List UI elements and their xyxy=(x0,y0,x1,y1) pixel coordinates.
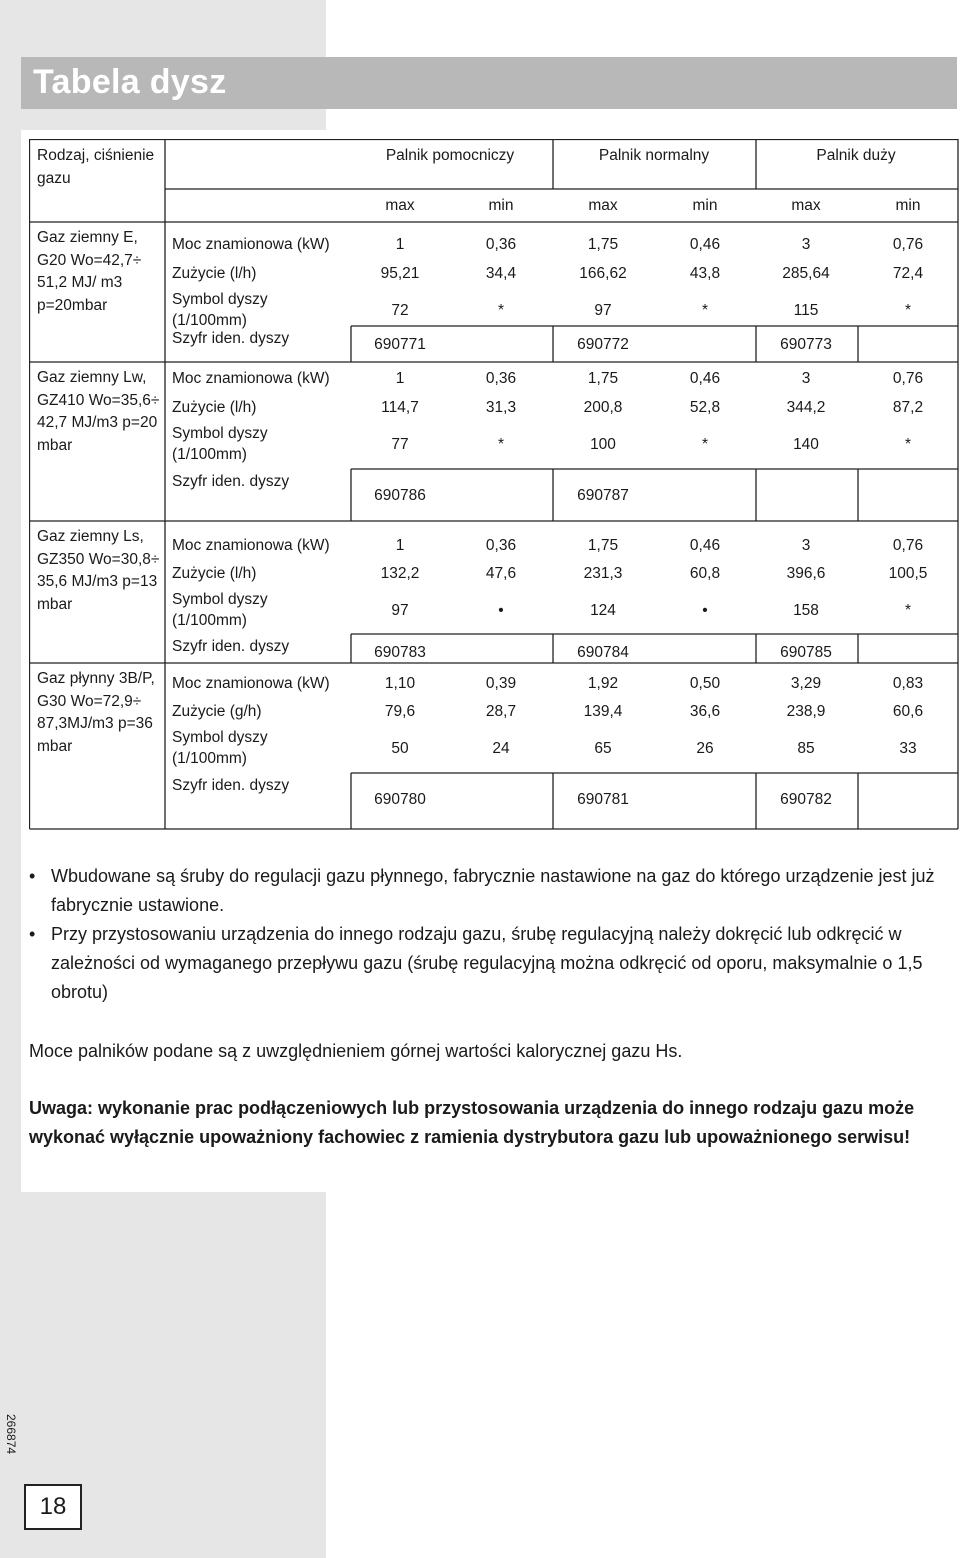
value-usage: 34,4 xyxy=(485,265,517,282)
row-label-usage: Zużycie (l/h) xyxy=(172,565,257,582)
value-code: 690781 xyxy=(577,791,629,808)
value-power: 1 xyxy=(395,236,405,253)
value-symbol: 50 xyxy=(391,740,409,757)
value-usage: 87,2 xyxy=(892,399,924,416)
page-number-box xyxy=(24,1484,82,1530)
value-symbol: 158 xyxy=(793,602,819,619)
row-label-power: Moc znamionowa (kW) xyxy=(172,675,330,692)
value-usage: 31,3 xyxy=(485,399,517,416)
value-code: 690787 xyxy=(577,487,629,504)
value-power: 0,46 xyxy=(689,236,721,253)
row-label-symbol: Symbol dyszy (1/100mm) xyxy=(172,729,268,767)
value-symbol: 124 xyxy=(590,602,616,619)
value-usage: 79,6 xyxy=(384,703,416,720)
value-power: 0,83 xyxy=(892,675,924,692)
value-code: 690773 xyxy=(780,336,832,353)
bullet-text: Wbudowane są śruby do regulacji gazu płynnego, fabrycznie nastawione na gaz do którego urządzenie jest już fabrycznie ustawione. xyxy=(51,866,935,915)
burner-header: Palnik duży xyxy=(816,147,896,164)
value-power: 0,36 xyxy=(485,370,517,387)
value-code: 690772 xyxy=(577,336,629,353)
row-label-usage: Zużycie (g/h) xyxy=(172,703,262,720)
value-usage: 200,8 xyxy=(583,399,623,416)
value-symbol: * xyxy=(701,436,709,453)
value-power: 0,46 xyxy=(689,537,721,554)
row-label-symbol: Symbol dyszy (1/100mm) xyxy=(172,591,268,629)
value-usage: 52,8 xyxy=(689,399,721,416)
row-label-code: Szyfr iden. dyszy xyxy=(172,638,290,655)
value-usage: 285,64 xyxy=(782,265,830,282)
corner-header: Rodzaj, ciśnienie gazu xyxy=(37,147,155,187)
value-power: 0,39 xyxy=(485,675,517,692)
value-usage: 72,4 xyxy=(892,265,924,282)
value-code: 690784 xyxy=(577,644,629,661)
value-symbol: 100 xyxy=(590,436,616,453)
value-usage: 344,2 xyxy=(786,399,826,416)
gas-type-label: Gaz ziemny Ls, GZ350 Wo=30,8÷ 35,6 MJ/m3 p=13 mbar xyxy=(37,528,160,613)
value-power: 1,75 xyxy=(587,370,619,387)
value-usage: 36,6 xyxy=(689,703,721,720)
value-symbol: 97 xyxy=(391,602,409,619)
value-code: 690785 xyxy=(780,644,832,661)
value-usage: 28,7 xyxy=(485,703,517,720)
row-label-usage: Zużycie (l/h) xyxy=(172,265,257,282)
sub-header: max xyxy=(385,197,415,214)
value-symbol: 140 xyxy=(793,436,819,453)
value-power: 3 xyxy=(801,370,811,387)
value-symbol: 97 xyxy=(594,302,612,319)
value-symbol: 77 xyxy=(391,436,409,453)
row-label-symbol: Symbol dyszy (1/100mm) xyxy=(172,291,268,329)
value-usage: 47,6 xyxy=(485,565,517,582)
row-label-usage: Zużycie (l/h) xyxy=(172,399,257,416)
value-code: 690783 xyxy=(374,644,426,661)
value-symbol: 24 xyxy=(492,740,510,757)
value-usage: 95,21 xyxy=(380,265,420,282)
value-usage: 231,3 xyxy=(583,565,623,582)
value-power: 0,36 xyxy=(485,236,517,253)
value-power: 0,46 xyxy=(689,370,721,387)
row-label-symbol: Symbol dyszy (1/100mm) xyxy=(172,425,268,463)
value-symbol: * xyxy=(701,302,709,319)
gas-type-label: Gaz ziemny Lw, GZ410 Wo=35,6÷ 42,7 MJ/m3 p=20 mbar xyxy=(37,369,160,454)
row-label-code: Szyfr iden. dyszy xyxy=(172,777,290,794)
list-item xyxy=(29,920,939,1007)
notes-list xyxy=(29,862,939,1007)
row-label-power: Moc znamionowa (kW) xyxy=(172,537,330,554)
value-usage: 166,62 xyxy=(579,265,627,282)
burner-header: Palnik pomocniczy xyxy=(385,147,515,164)
list-item xyxy=(29,862,939,920)
value-power: 0,76 xyxy=(892,370,924,387)
value-code: 690786 xyxy=(374,487,426,504)
burner-header: Palnik normalny xyxy=(598,147,710,164)
value-power: 1,10 xyxy=(384,675,416,692)
value-power: 0,50 xyxy=(689,675,721,692)
warning-text: Uwaga: wykonanie prac podłączeniowych lub przystosowania urządzenia do innego rodzaju gazu może wykonać wyłącznie upoważniony fachowiec z ramienia dystrybutora gazu lub upoważnionego serwisu! xyxy=(29,1098,915,1147)
value-usage: 100,5 xyxy=(888,565,928,582)
value-usage: 60,6 xyxy=(892,703,924,720)
nozzle-table xyxy=(29,139,959,829)
page-title: Tabela dysz xyxy=(33,63,227,101)
value-code: 690782 xyxy=(780,791,832,808)
sub-header: min xyxy=(488,197,514,214)
value-symbol: 72 xyxy=(391,302,409,319)
value-symbol: 65 xyxy=(594,740,612,757)
section-title-bar xyxy=(21,57,957,109)
value-code: 690771 xyxy=(374,336,426,353)
value-power: 3 xyxy=(801,537,811,554)
value-symbol: * xyxy=(904,602,912,619)
value-symbol: 85 xyxy=(797,740,815,757)
sub-header: max xyxy=(791,197,821,214)
sub-header: max xyxy=(588,197,618,214)
value-symbol: 26 xyxy=(696,740,714,757)
value-power: 1 xyxy=(395,537,405,554)
value-power: 0,76 xyxy=(892,236,924,253)
value-symbol: * xyxy=(904,436,912,453)
value-symbol: 33 xyxy=(899,740,917,757)
value-usage: 114,7 xyxy=(381,399,419,416)
row-label-code: Szyfr iden. dyszy xyxy=(172,473,290,490)
bullet-icon: • xyxy=(29,866,36,886)
value-usage: 396,6 xyxy=(786,565,826,582)
value-symbol: * xyxy=(497,302,505,319)
gas-type-label: Gaz ziemny E, G20 Wo=42,7÷ 51,2 MJ/ m3 p=20mbar xyxy=(37,229,142,314)
value-usage: 43,8 xyxy=(689,265,721,282)
value-power: 1,92 xyxy=(587,675,619,692)
value-symbol: * xyxy=(904,302,912,319)
value-usage: 238,9 xyxy=(786,703,826,720)
document-code: 266874 xyxy=(4,1414,18,1455)
value-usage: 132,2 xyxy=(380,565,420,582)
value-power: 1,75 xyxy=(587,236,619,253)
value-symbol: • xyxy=(702,602,708,619)
row-label-power: Moc znamionowa (kW) xyxy=(172,236,330,253)
sub-header: min xyxy=(692,197,718,214)
value-power: 0,76 xyxy=(892,537,924,554)
value-power: 1 xyxy=(395,370,405,387)
gas-type-label: Gaz płynny 3B/P, G30 Wo=72,9÷ 87,3MJ/m3 p=36 mbar xyxy=(37,670,155,755)
value-symbol: • xyxy=(498,602,504,619)
value-power: 3 xyxy=(801,236,811,253)
sub-header: min xyxy=(895,197,921,214)
value-power: 0,36 xyxy=(485,537,517,554)
value-usage: 60,8 xyxy=(689,565,721,582)
row-label-power: Moc znamionowa (kW) xyxy=(172,370,330,387)
value-symbol: 115 xyxy=(793,302,819,319)
value-code: 690780 xyxy=(374,791,426,808)
page-number: 18 xyxy=(39,1493,67,1520)
row-label-code: Szyfr iden. dyszy xyxy=(172,330,290,347)
calorific-note: Moce palników podane są z uwzględnieniem górnej wartości kalorycznej gazu Hs. xyxy=(29,1041,683,1061)
value-power: 3,29 xyxy=(790,675,822,692)
bullet-icon: • xyxy=(29,924,36,944)
value-usage: 139,4 xyxy=(583,703,623,720)
value-symbol: * xyxy=(497,436,505,453)
value-power: 1,75 xyxy=(587,537,619,554)
bullet-text: Przy przystosowaniu urządzenia do innego rodzaju gazu, śrubę regulacyjną należy dokręcić lub odkręcić w zależności od wymaganego przepływu gazu (śrubę regulacyjną można odkręcić od oporu, maksymalnie o 1,5 obrotu) xyxy=(51,924,923,1002)
